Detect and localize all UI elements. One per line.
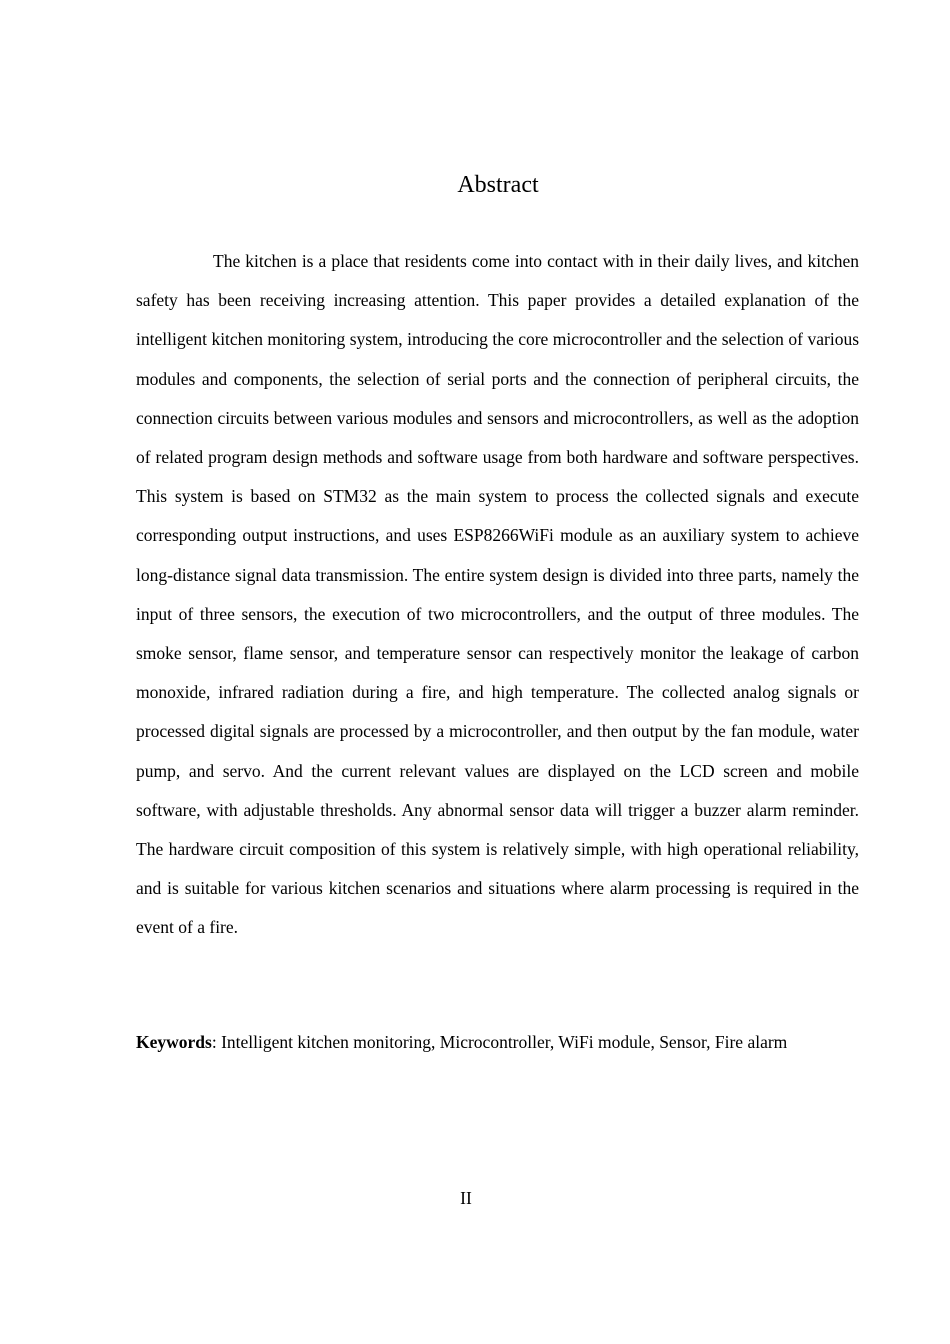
abstract-paragraph: The kitchen is a place that residents come into contact with in their daily lives, and kitchen safety has been receiving increasing attention. This paper provides a detailed explanation of the intelligent kitchen monitoring system, introducing the core microcontroller and the selection of various modules and components, the selection of serial ports and the connection of peripheral circuits, the connection circuits between various modules and sensors and microcontrollers, as well as the adoption of related program design methods and software usage from both hardware and software perspectives. This system is based on STM32 as the main system to process the collected signals and execute corresponding output instructions, and uses ESP8266WiFi module as an auxiliary system to achieve long-distance signal data transmission. The entire system design is divided into three parts, namely the input of three sensors, the execution of two microcontrollers, and the output of three modules. The smoke sensor, flame sensor, and temperature sensor can respectively monitor the leakage of carbon monoxide, infrared radiation during a fire, and high temperature. The collected analog signals or processed digital signals are processed by a microcontroller, and then output by the fan module, water pump, and servo. And the current relevant values are displayed on the LCD screen and mobile software, with adjustable thresholds. Any abnormal sensor data will trigger a buzzer alarm reminder. The hardware circuit composition of this system is relatively simple, with high operational reliability, and is suitable for various kitchen scenarios and situations where alarm processing is required in the event of a fire. — [136, 251, 859, 938]
abstract-title: Abstract — [457, 172, 539, 198]
page-number: II — [460, 1188, 472, 1208]
keywords-line — [136, 1024, 876, 1060]
keywords-label: Keywords — [136, 1032, 212, 1052]
keywords-separator: : — [211, 1032, 222, 1052]
keywords-text: Intelligent kitchen monitoring, Microcontroller, WiFi module, Sensor, Fire alarm — [221, 1032, 788, 1052]
